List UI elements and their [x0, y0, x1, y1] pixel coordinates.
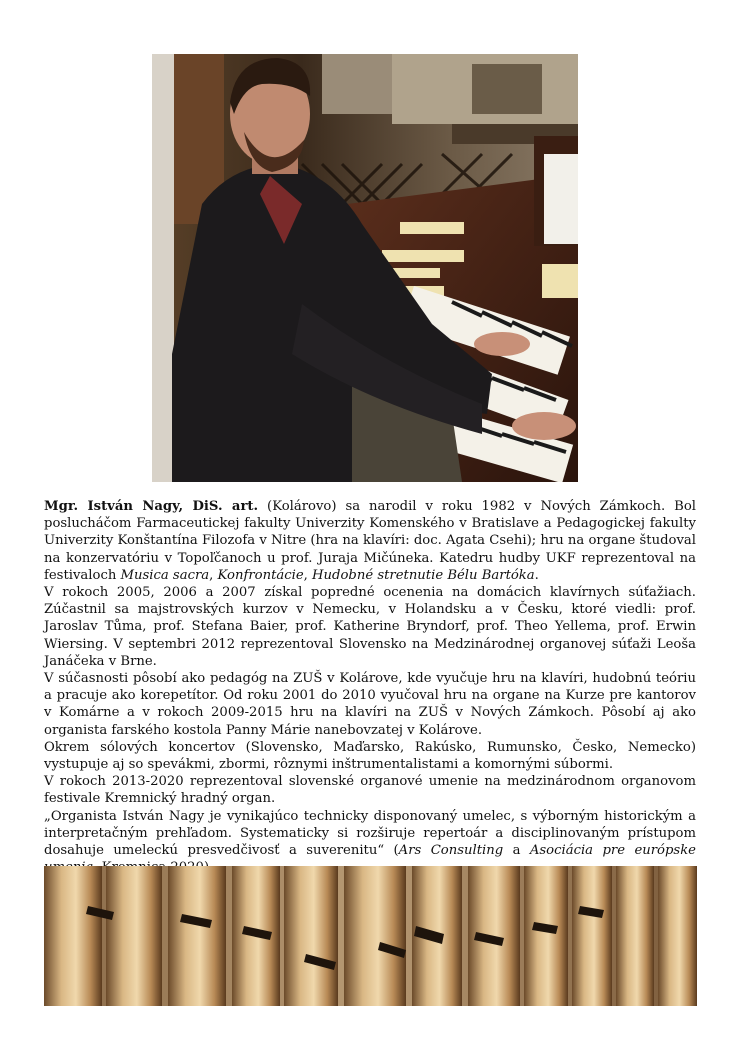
festival-name: Hudobné stretnutie Bélu Bartóka [312, 567, 535, 583]
separator: a [503, 843, 530, 859]
organist-photo [152, 54, 578, 482]
biography [44, 498, 696, 876]
bio-paragraph-4: Okrem sólových koncertov (Slovensko, Maďarsko, Rakúsko, Rumunsko, Česko, Nemecko) vystupuje aj so spevákmi, zbormi, rôznymi inštrumentalistami a komornými súbormi. [44, 739, 696, 773]
separator: , [303, 567, 313, 583]
festival-name: Musica sacra [120, 567, 210, 583]
bio-text: (Kolárovo) sa narodil v roku 1982 v Nových Zámkoch. Bol poslucháčom Farmaceutickej fakulty Univerzity Komenského v Bratislave a Pedagogickej fakulty Univerzity Konštantína Filozofa v Nitre (hra na klavíri: doc. Agata Csehi); hru na organe študoval na konzervatóriu v Topoľčanoch u prof. Juraja Mičúneka. Katedru hudby UKF reprezentoval na festivaloch [44, 499, 696, 583]
bio-paragraph-1 [44, 498, 696, 584]
separator: . [534, 567, 539, 583]
quote-source: Ars Consulting [398, 843, 504, 859]
separator: , [209, 567, 218, 583]
bio-paragraph-5: V rokoch 2013-2020 reprezentoval slovenské organové umenie na medzinárodnom organovom festivale Kremnický hradný organ. [44, 774, 696, 807]
quote-source: Asociácia pre európske [529, 843, 696, 859]
festival-name: Konfrontácie [217, 567, 304, 583]
bio-paragraph-2: V rokoch 2005, 2006 a 2007 získal popredné ocenenia na domácich klavírnych súťažiach. Zúčastnil sa majstrovských kurzov v Nemecku, v Holandsku a v Česku, ktoré viedli: prof. Jaroslav Tůma, prof. Stefana Baier, prof. Katherine Bryndorf, prof. Theo Yellema, prof. Erwin Wiersing. V septembri 2012 reprezentoval Slovensko na Medzinárodnej organovej súťaži Leoša Janáčeka v Brne. [44, 585, 696, 669]
quote-text: „Organista István Nagy je vynikajúco technicky disponovaný umelec, s výborným historickým a interpretačným prehľadom. Systematicky si rozširuje repertoár a disciplinovaným prístupom dosahuje umeleckú presvedčivosť a suverenitu“ ( [44, 808, 696, 859]
organ-pipes-photo [44, 866, 697, 1006]
bio-paragraph-3: V súčasnosti pôsobí ako pedagóg na ZUŠ v Kolárove, kde vyučuje hru na klavíri, hudobnú teóriu a pracuje ako korepetítor. Od roku 2001 do 2010 vyučoval hru na organe na Kurze pre kantorov v Komárne a v rokoch 2009-2015 hru na klavíri na ZUŠ v Nových Zámkoch. Pôsobí aj ako organista farského kostola Panny Márie nanebovzatej v Kolárove. [44, 671, 696, 738]
artist-name: Mgr. István Nagy, DiS. art. [44, 499, 259, 514]
